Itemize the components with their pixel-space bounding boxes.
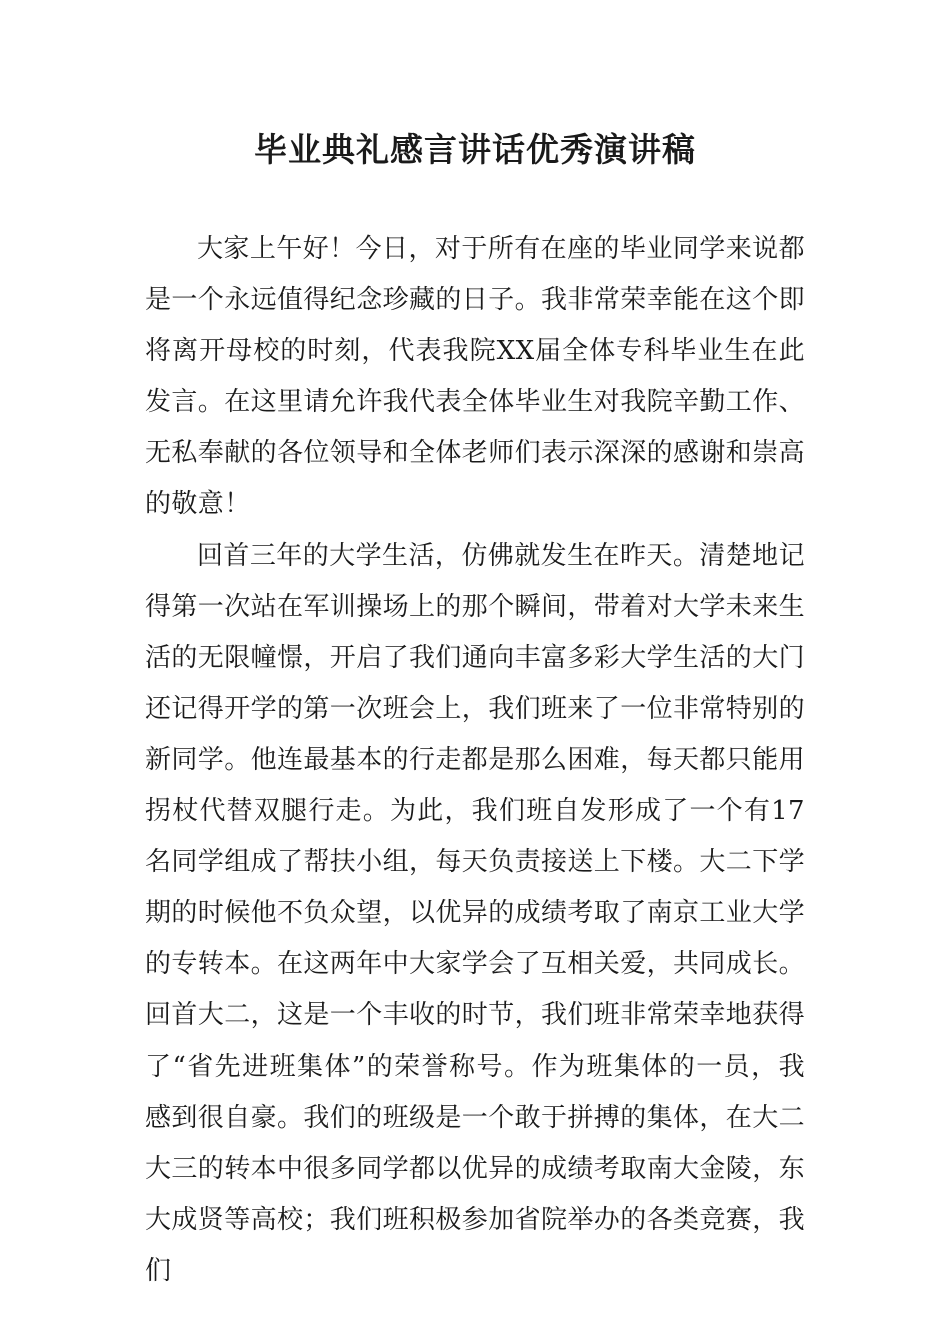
paragraph-greeting: 大家上午好！今日，对于所有在座的毕业同学来说都是一个永远值得纪念珍藏的日子。我非常荣幸能在这个即将离开母校的时刻，代表我院XX届全体专科毕业生在此发言。在这里请允许我代表全体毕业生对我院辛勤工作、无私奉献的各位领导和全体老师们表示深深的感谢和崇高的敬意！ [145, 234, 806, 520]
paragraph-class-story: 还记得开学的第一次班会上，我们班来了一位非常特别的新同学。他连最基本的行走都是那么困难，每天都只能用拐杖代替双腿行走。为此，我们班自发形成了一个有17名同学组成了帮扶小组，每天负责接送上下楼。大二下学期的时候他不负众望，以优异的成绩考取了南京工业大学的专转本。在这两年中大家学会了互相关爱，共同成长。回首大二，这是一个丰收的时节，我们班非常荣幸地获得了“省先进班集体”的荣誉称号。作为班集体的一员，我感到很自豪。我们的班级是一个敢于拼搏的集体，在大二大三的转本中很多同学都以优异的成绩考取南大金陵，东大成贤等高校；我们班积极参加省院举办的各类竞赛，我们 [145, 693, 806, 1286]
paragraph-recollection: 回首三年的大学生活，仿佛就发生在昨天。清楚地记得第一次站在军训操场上的那个瞬间，带着对大学未来生活的无限幢憬，开启了我们通向丰富多彩大学生活的大门 [145, 540, 806, 673]
document-title: 毕业典礼感言讲话优秀演讲稿 [254, 130, 696, 169]
document-body [145, 224, 805, 1297]
